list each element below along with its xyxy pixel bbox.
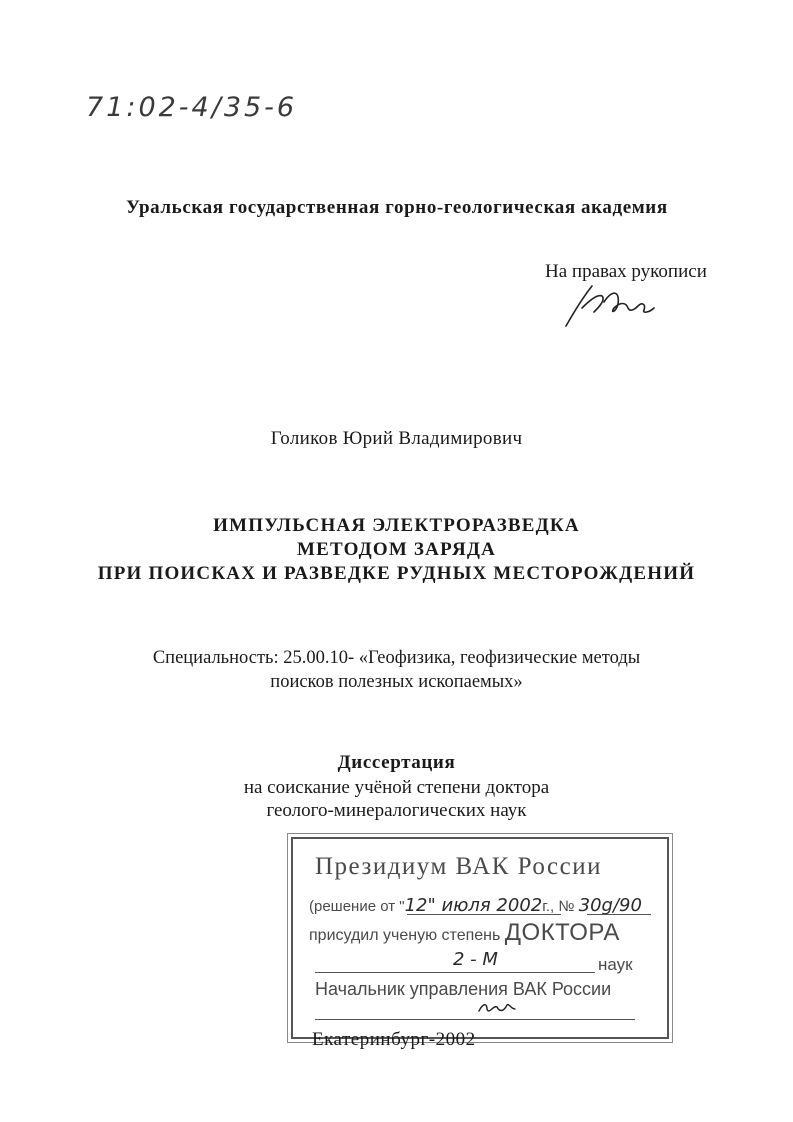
stamp-sign-underline	[315, 1019, 635, 1020]
stamp-title: Президиум ВАК России	[315, 853, 602, 880]
stamp-number-underline	[587, 914, 651, 915]
dissertation-line-1: на соискание учёной степени доктора	[243, 777, 550, 798]
dissertation-description	[0, 776, 793, 822]
decision-number: 30g/90	[578, 895, 642, 916]
author-name: Голиков Юрий Владимирович	[270, 428, 523, 449]
head-signature	[477, 997, 517, 1017]
awarded-text: присудил ученую степень	[309, 927, 501, 944]
title-line-1: ИМПУЛЬСНАЯ ЭЛЕКТРОРАЗВЕДКА	[213, 515, 580, 536]
dissertation-heading: Диссертация	[337, 752, 456, 773]
specialty	[0, 646, 793, 694]
decision-number-label: г., №	[542, 898, 575, 915]
decision-day: 12	[404, 895, 428, 916]
author-signature	[560, 282, 660, 330]
dissertation-title	[0, 514, 793, 586]
title-line-3: ПРИ ПОИСКАХ И РАЗВЕДКЕ РУДНЫХ МЕСТОРОЖДЕНИЙ	[97, 563, 696, 584]
stamp-award	[309, 919, 620, 947]
specialty-line-1: Специальность: 25.00.10- «Геофизика, геофизические методы	[152, 648, 641, 668]
dissertation-line-2: геолого-минералогических наук	[266, 800, 527, 821]
institution-name: Уральская государственная горно-геологическая академия	[126, 197, 668, 218]
decision-prefix: (решение от "	[309, 898, 405, 915]
city-year: Екатеринбург-2002	[312, 1029, 476, 1050]
stamp-science-underline	[315, 972, 595, 973]
stamp-head-title: Начальник управления ВАК России	[315, 979, 612, 999]
stamp-decision	[309, 895, 642, 916]
title-line-2: МЕТОДОМ ЗАРЯДА	[296, 539, 497, 560]
specialty-line-2: поисков полезных ископаемых»	[270, 672, 523, 692]
catalog-number: 71:02-4/35-6	[86, 92, 298, 123]
decision-month-year: " июля 2002	[427, 895, 543, 916]
vak-stamp	[291, 837, 669, 1039]
science-word: наук	[598, 955, 633, 974]
rights-notice: На правах рукописи	[545, 261, 707, 282]
science-count: 2 - М	[453, 949, 498, 970]
stamp-date-underline	[407, 914, 561, 915]
degree-label: ДОКТОРА	[504, 919, 620, 946]
